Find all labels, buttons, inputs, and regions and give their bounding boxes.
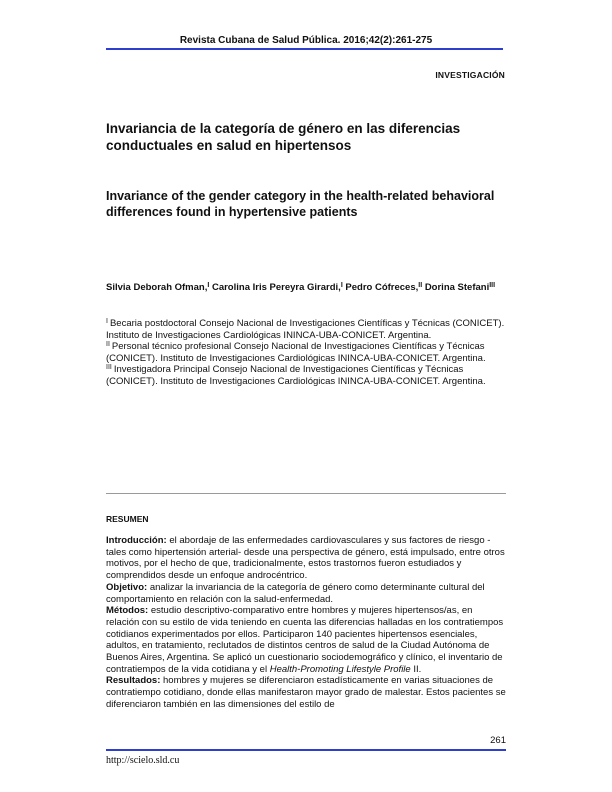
footer-url[interactable]: http://scielo.sld.cu (106, 755, 180, 766)
title-spanish: Invariancia de la categoría de género en las diferencias conductuales en salud en hipertensos (106, 121, 461, 153)
author-name: Pedro Cófreces, (345, 282, 419, 293)
affiliation-mark: II (418, 282, 423, 289)
title-english: Invariance of the gender category in the health-related behavioral differences found in hypertensive patients (106, 189, 495, 219)
abstract-paragraph-results (106, 675, 506, 710)
journal-header: Revista Cubana de Salud Pública. 2016;42(2):261-275 (179, 35, 433, 46)
methods-label: Métodos: (106, 605, 149, 617)
footer-divider (106, 749, 506, 751)
abstract-heading: RESUMEN (106, 514, 149, 524)
abstract-body (106, 535, 506, 711)
affiliation-mark: I (207, 282, 210, 289)
methods-instrument: Health-Promoting Lifestyle Profile (269, 663, 411, 675)
affiliation-mark: I (340, 282, 343, 289)
results-label: Resultados: (106, 675, 161, 687)
methods-text: estudio descriptivo-comparativo entre hombres y mujeres hipertensos/as, en relación con su estilo de vida teniendo en cuenta las diferencias halladas en los contratiempos cotidianos experimentados por ellos. Participaron 140 pacientes hipertensos esenciales, adultos, en tratamiento, reclutados de distintos centros de salud de la Ciudad Autónoma de Buenos Aires, Argentina. Se aplicó un cuestionario sociodemográfico y clínico, el inventario de contratiempos de la vida cotidiana y el (106, 605, 504, 675)
affiliation-text: Investigadora Principal Consejo Nacional de Investigaciones Científicas y Técnicas (CONICET). Instituto de Investigaciones Cardiológicas ININCA-UBA-CONICET. Argentina. (106, 364, 486, 387)
affiliation-item (106, 364, 506, 387)
affiliation-mark: III (106, 364, 112, 371)
author-name: Carolina Iris Pereyra Girardi, (211, 282, 341, 293)
author-list (106, 281, 506, 294)
abstract-paragraph-objective (106, 582, 506, 605)
affiliation-mark: II (106, 341, 110, 348)
affiliation-text: Becaria postdoctoral Consejo Nacional de Investigaciones Científicas y Técnicas (CONICET). Instituto de Investigaciones Cardiológicas ININCA-UBA-CONICET. Argentina. (106, 318, 505, 341)
objective-text: analizar la invariancia de la categoría de género como determinante cultural del comportamiento en relación con la salud-enfermedad. (106, 581, 485, 605)
results-text: hombres y mujeres se diferenciaron estadísticamente en varias situaciones de contratiempo cotidiano, donde ellas manifestaron mayor grado de malestar. Estos pacientes se diferenciaron también en las dimensiones del estilo de (106, 675, 506, 710)
section-divider (106, 493, 506, 494)
affiliation-mark: III (489, 282, 496, 289)
page-number: 261 (490, 735, 506, 746)
affiliation-mark: I (106, 318, 108, 325)
affiliations (106, 318, 506, 387)
affiliation-item (106, 341, 506, 364)
author-name: Dorina Stefani (424, 282, 490, 293)
intro-label: Introducción: (106, 535, 167, 546)
affiliation-item (106, 318, 506, 341)
methods-text-end: II. (413, 663, 422, 675)
header-divider (106, 48, 503, 50)
abstract-paragraph-methods (106, 605, 506, 675)
abstract-paragraph-introduction (106, 535, 506, 582)
section-label: INVESTIGACIÓN (435, 70, 505, 80)
intro-text: el abordaje de las enfermedades cardiovasculares y sus factores de riesgo -tales como hipertensión arterial- desde una perspectiva de género, está impulsado, entre otros motivos, por el hecho de que, tradicionalmente, estos trastornos fueron estudiados y comprendidos desde un enfoque androcéntrico. (106, 535, 505, 582)
affiliation-text: Personal técnico profesional Consejo Nacional de Investigaciones Científicas y Técnicas (CONICET). Instituto de Investigaciones Cardiológicas ININCA-UBA-CONICET. Argentina. (106, 341, 486, 364)
author-name: Silvia Deborah Ofman, (106, 282, 208, 293)
objective-label: Objetivo: (106, 581, 148, 593)
